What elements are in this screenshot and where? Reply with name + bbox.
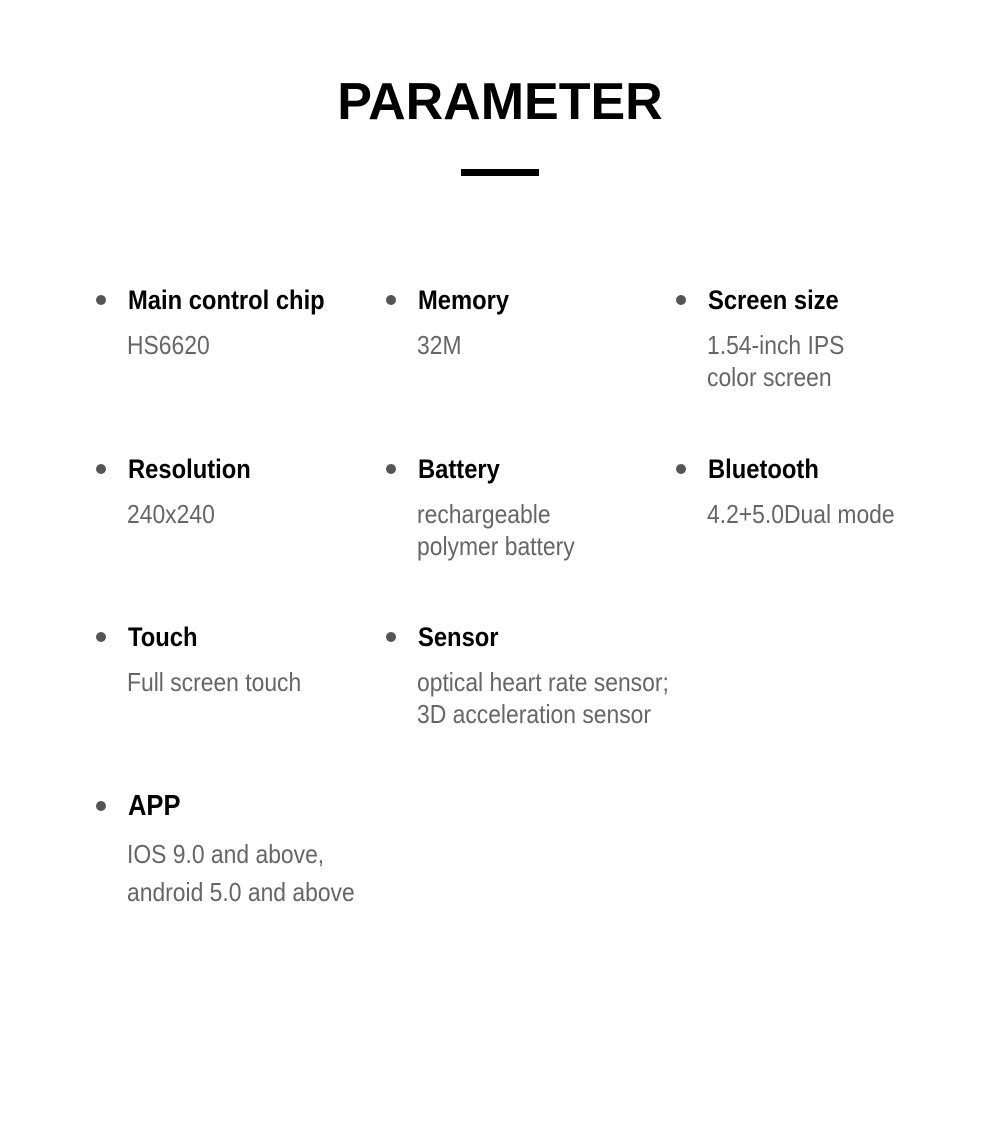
param-label: Bluetooth [708, 454, 819, 484]
bullet-icon [96, 464, 106, 474]
page-title: PARAMETER [337, 73, 663, 131]
param-label: APP [128, 790, 181, 822]
param-label: Touch [128, 622, 198, 652]
param-value: HS6620 [127, 330, 210, 360]
bullet-icon [96, 632, 106, 642]
title-underline-divider [461, 169, 539, 176]
param-value: 240x240 [127, 499, 215, 529]
param-label: Resolution [128, 454, 251, 484]
bullet-icon [676, 464, 686, 474]
param-value: 4.2+5.0Dual mode [707, 499, 895, 529]
param-label: Battery [418, 454, 500, 484]
param-value: 32M [417, 330, 462, 360]
bullet-icon [386, 295, 396, 305]
param-label: Screen size [708, 285, 839, 315]
param-label: Sensor [418, 622, 499, 652]
param-value: optical heart rate sensor; 3D acceleration sensor [417, 667, 669, 729]
bullet-icon [386, 632, 396, 642]
param-value: IOS 9.0 and above, android 5.0 and above [127, 839, 355, 907]
param-value: Full screen touch [127, 667, 302, 697]
bullet-icon [676, 295, 686, 305]
param-value: rechargeable polymer battery [417, 499, 575, 561]
param-value: 1.54-inch IPS color screen [707, 330, 845, 392]
bullet-icon [386, 464, 396, 474]
param-label: Memory [418, 285, 510, 315]
bullet-icon [96, 801, 106, 811]
param-label: Main control chip [128, 285, 325, 315]
bullet-icon [96, 295, 106, 305]
